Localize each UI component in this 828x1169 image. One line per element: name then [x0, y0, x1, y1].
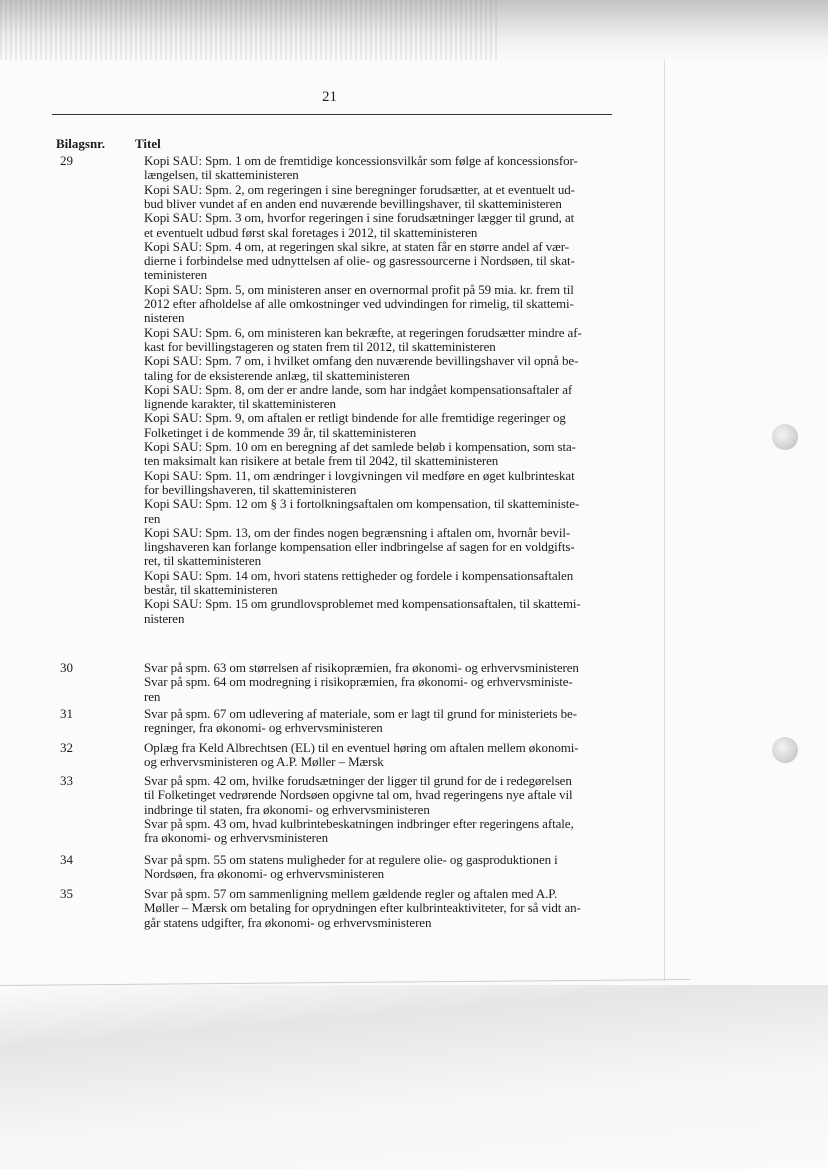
column-header-titel: Titel — [135, 136, 161, 151]
entry-title-line: går statens udgifter, fra økonomi- og erhvervsministeren — [144, 914, 432, 930]
entry-title-line: Nordsøen, fra økonomi- og erhvervsministeren — [144, 866, 385, 882]
entry-title-line: Kopi SAU: Spm. 5, om ministeren anser en overnormal profit på 59 mia. kr. frem til — [144, 281, 574, 297]
entry-title-line: Oplæg fra Keld Albrechtsen (EL) til en eventuel høring om aftalen mellem økonomi- — [144, 740, 579, 755]
entry-number: 34 — [60, 852, 73, 867]
entry-title-line: Møller – Mærsk om betaling for oprydningen efter kulbrinteaktiviteter, for så vidt an- — [144, 900, 581, 916]
punch-hole-icon — [772, 737, 798, 763]
entry-title-line: Svar på spm. 43 om, hvad kulbrintebeskatningen indbringer efter regeringens aftale, — [144, 815, 574, 831]
entry-title-line: ret, til skatteministeren — [144, 553, 261, 569]
entry-title-line: og erhvervsministeren og A.P. Møller – Mærsk — [144, 754, 384, 770]
entry-title-line: bud bliver vundet af en anden end nuværende bevillingshaver, til skatteministeren — [144, 195, 562, 211]
entry-title-line: taling for de eksisterende anlæg, til skatteministeren — [144, 367, 410, 383]
entry-title-line: et eventuelt udbud først skal foretages i 2012, til skatteministeren — [144, 224, 478, 240]
entry-number: 32 — [60, 740, 73, 755]
entry-title-line: Kopi SAU: Spm. 15 om grundlovsproblemet med kompensationsaftalen, til skattemi- — [144, 596, 581, 612]
entry-title-line: for bevillingshaveren, til skatteministeren — [144, 481, 357, 497]
entry-number: 35 — [60, 886, 73, 901]
entry-title-line: til Folketinget vedrørende Nordsøen opgivne tal om, hvad regeringens nye aftale vil — [144, 787, 573, 803]
entry-title-line: nisteren — [144, 610, 185, 626]
entry-title-line: ten maksimalt kan risikere at betale frem til 2042, til skatteministeren — [144, 453, 499, 469]
entry-title-line: lingshaveren kan forlange kompensation eller indbringelse af sagen for en voldgifts- — [144, 539, 575, 555]
entry-title-line: regninger, fra økonomi- og erhvervsministeren — [144, 720, 383, 736]
entry-title-line: ren — [144, 688, 161, 704]
entry-title-line: består, til skatteministeren — [144, 582, 278, 597]
entry-title-line: Folketinget i de kommende 39 år, til skatteministeren — [144, 424, 417, 440]
entry-title-line: Kopi SAU: Spm. 1 om de fremtidige koncessionsvilkår som følge af koncessionsfor- — [144, 153, 578, 168]
punch-hole-icon — [772, 424, 798, 450]
entry-title-line: Kopi SAU: Spm. 6, om ministeren kan bekræfte, at regeringen forudsætter mindre af- — [144, 324, 582, 340]
entry-title-line: dierne i forbindelse med udnyttelsen af olie- og gasressourcerne i Nordsøen, til skat- — [144, 253, 575, 269]
entry-title-line: Svar på spm. 67 om udlevering af materiale, som er lagt til grund for ministeriets be- — [144, 706, 577, 721]
column-header-bilagsnr: Bilagsnr. — [56, 136, 106, 151]
entry-title-line: Kopi SAU: Spm. 4 om, at regeringen skal sikre, at staten får en større andel af vær- — [144, 238, 569, 254]
entry-title-line: teministeren — [144, 267, 208, 283]
entry-title-line: længelsen, til skatteministeren — [144, 167, 299, 183]
entry-title-line: kast for bevillingstageren og staten frem til 2012, til skatteministeren — [144, 338, 496, 354]
entry-title-line: Svar på spm. 57 om sammenligning mellem gældende regler og aftalen med A.P. — [144, 886, 558, 901]
entry-title-line: Svar på spm. 64 om modregning i risikopræmien, fra økonomi- og erhvervsministe- — [144, 674, 573, 690]
entry-title-line: fra økonomi- og erhvervsministeren — [144, 830, 328, 846]
header-rule — [52, 114, 612, 115]
entry-title-line: Kopi SAU: Spm. 11, om ændringer i lovgivningen vil medføre en øget kulbrinteskat — [144, 467, 575, 483]
entry-number: 30 — [60, 660, 73, 675]
entry-title-line: Svar på spm. 55 om statens muligheder for at regulere olie- og gasproduktionen i — [144, 852, 558, 867]
entry-title-line: Svar på spm. 42 om, hvilke forudsætninger der ligger til grund for de i redegørelsen — [144, 773, 572, 788]
scan-shadow-bottom — [0, 985, 828, 1169]
entry-title-line: Kopi SAU: Spm. 9, om aftalen er retligt bindende for alle fremtidige regeringer og — [144, 410, 566, 426]
entry-title-line: Kopi SAU: Spm. 13, om der findes nogen begrænsning i aftalen om, hvornår bevil- — [144, 524, 571, 540]
entry-title-line: Kopi SAU: Spm. 2, om regeringen i sine beregninger forudsætter, at et eventuelt ud- — [144, 181, 575, 197]
entry-title-line: 2012 efter afholdelse af alle omkostninger ved udvindingen for rimelig, til skattemi- — [144, 296, 574, 311]
entry-title-line: ren — [144, 510, 161, 526]
entry-title-line: Kopi SAU: Spm. 7 om, i hvilket omfang den nuværende bevillingshaver vil opnå be- — [144, 353, 579, 369]
entry-title-line: Kopi SAU: Spm. 3 om, hvorfor regeringen i sine forudsætninger lægger til grund, at — [144, 210, 575, 226]
entry-number: 29 — [60, 153, 73, 168]
page-number: 21 — [322, 89, 337, 105]
entry-title-line: nisteren — [144, 310, 185, 326]
page-right-edge — [664, 60, 665, 980]
scan-noise-top — [0, 0, 500, 60]
entry-title-line: Kopi SAU: Spm. 14 om, hvori statens rettigheder og fordele i kompensationsaftalen — [144, 567, 574, 583]
entry-title-line: Kopi SAU: Spm. 10 om en beregning af det samlede beløb i kompensation, som sta- — [144, 439, 576, 454]
entry-title-line: Kopi SAU: Spm. 12 om § 3 i fortolkningsaftalen om kompensation, til skatteministe- — [144, 496, 580, 512]
entry-title-line: indbringe til staten, fra økonomi- og erhvervsministeren — [144, 801, 430, 817]
entry-title-line: Kopi SAU: Spm. 8, om der er andre lande, som har indgået kompensationsaftaler af — [144, 381, 573, 397]
entry-number: 33 — [60, 773, 73, 788]
entry-number: 31 — [60, 706, 73, 721]
entry-title-line: Svar på spm. 63 om størrelsen af risikopræmien, fra økonomi- og erhvervsministeren — [144, 660, 579, 675]
entry-title-line: lignende karakter, til skatteministeren — [144, 396, 336, 412]
